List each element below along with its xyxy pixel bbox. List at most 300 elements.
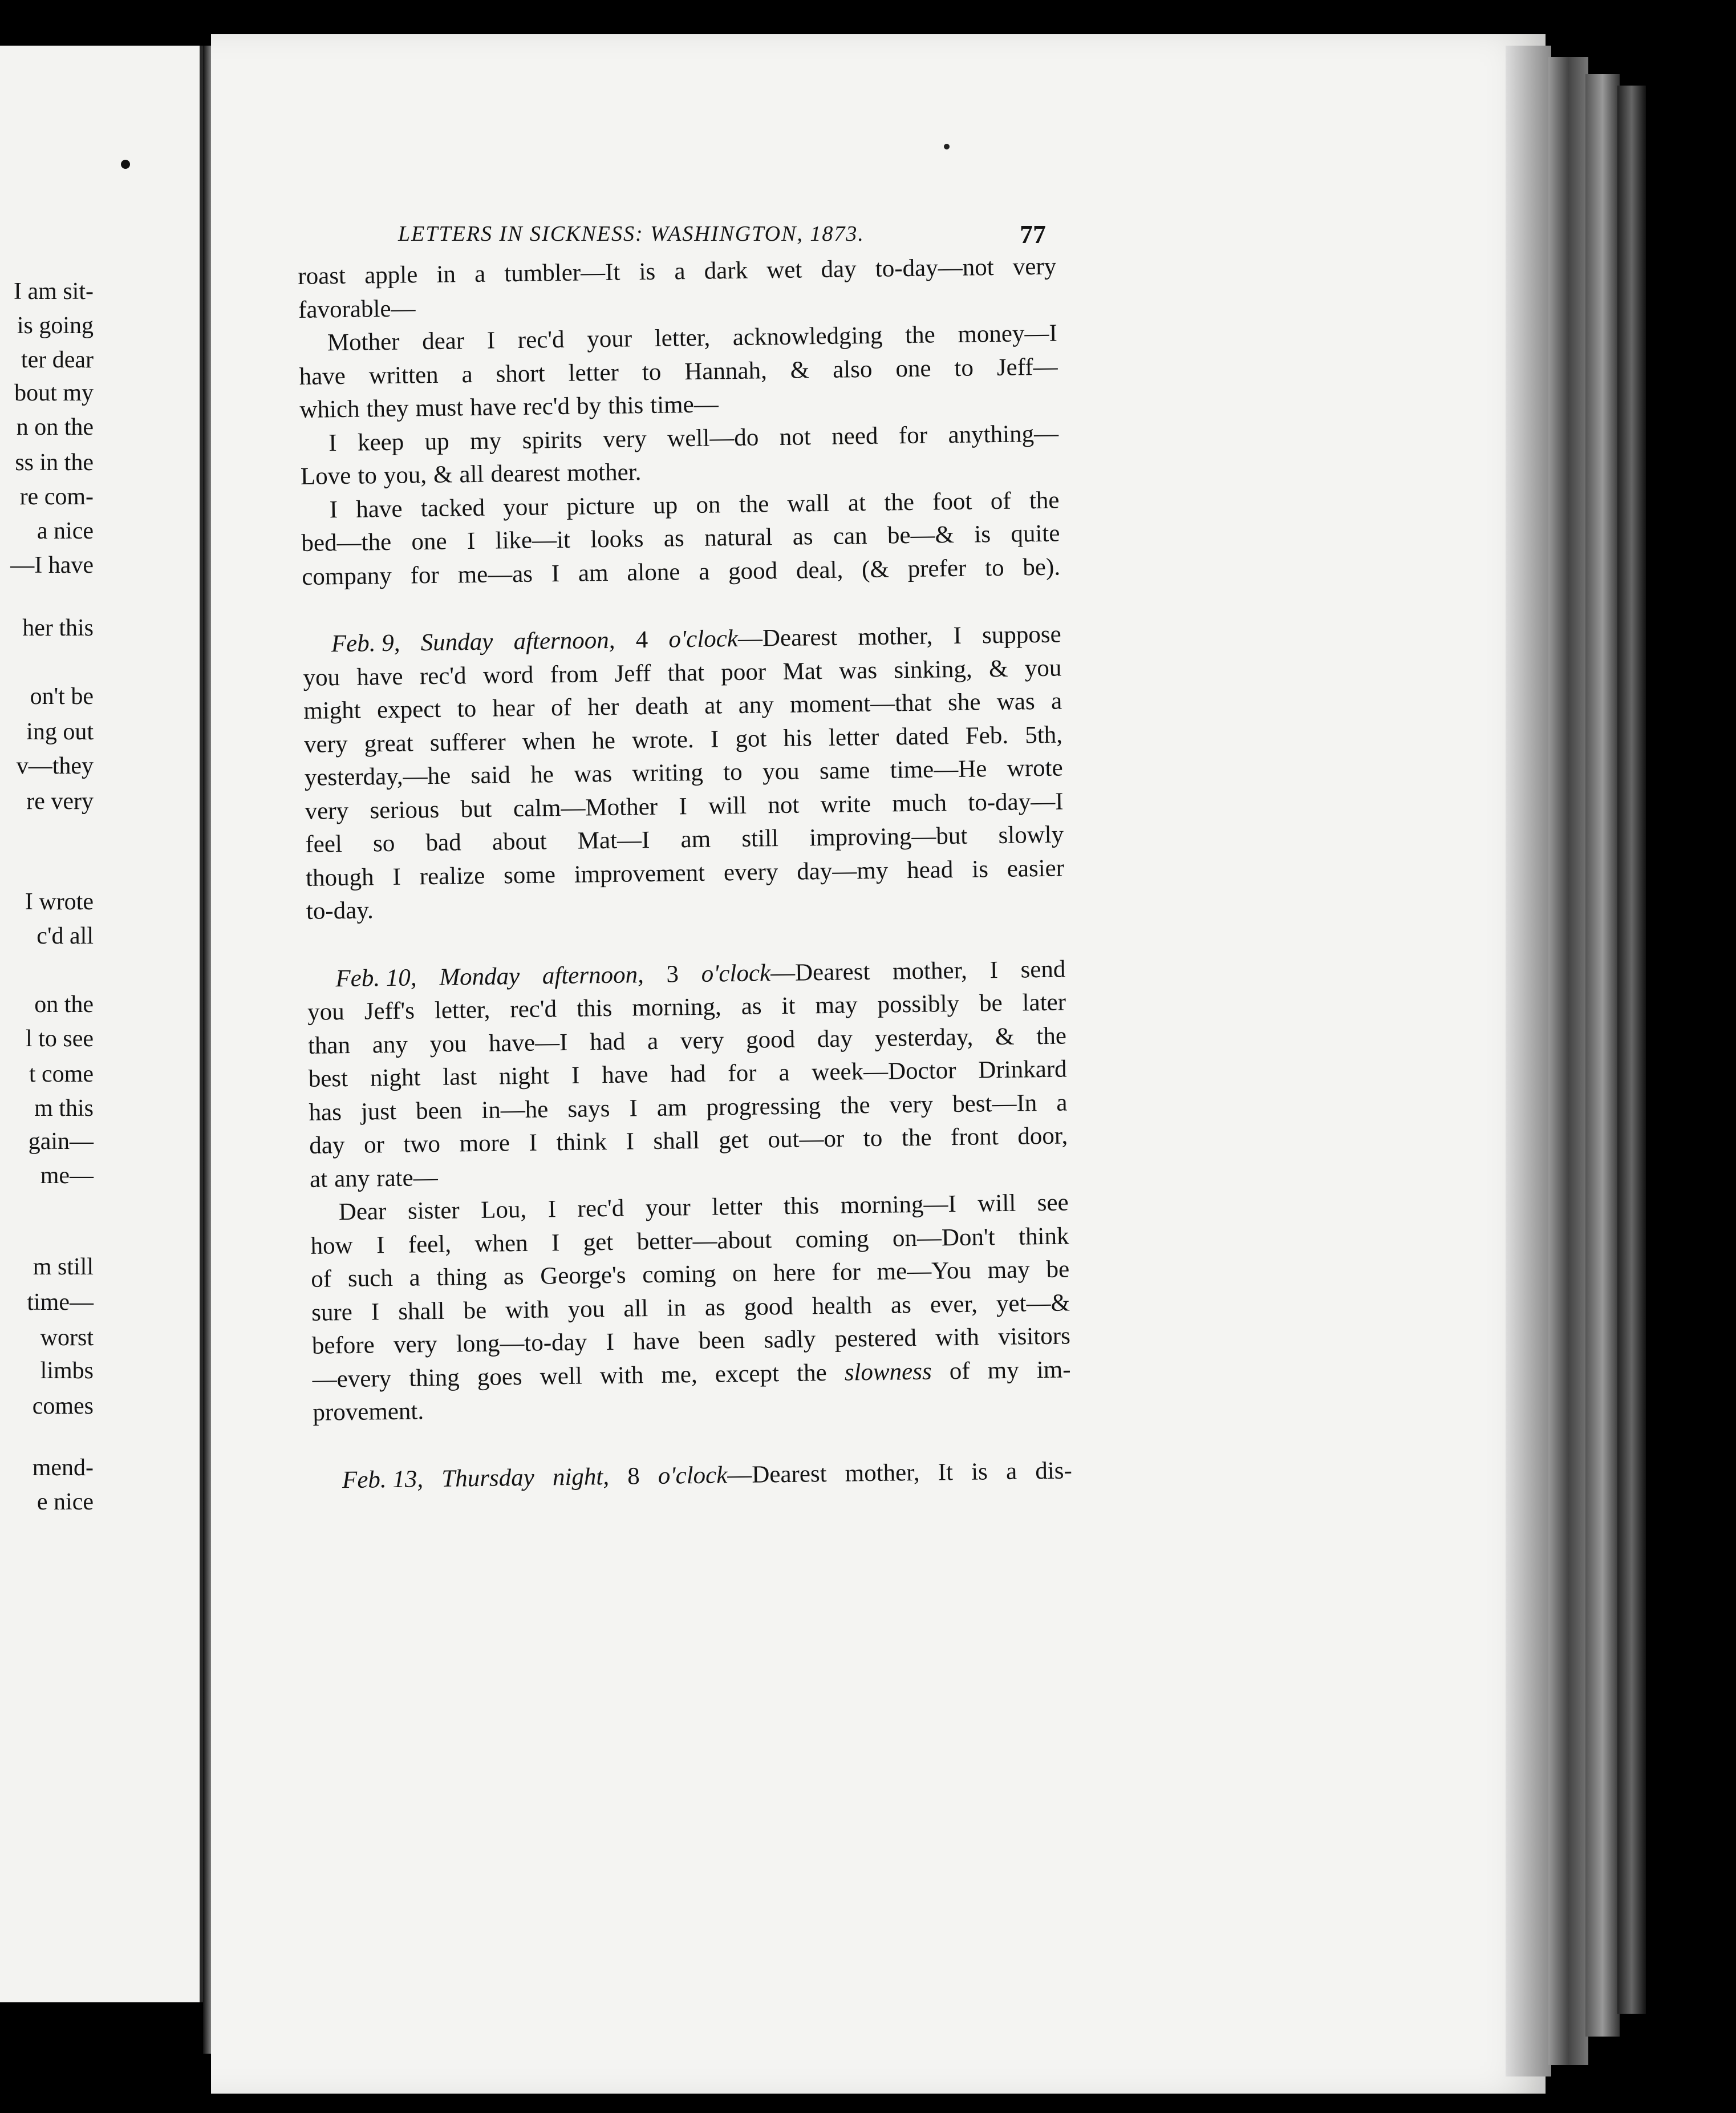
word: I [392, 863, 401, 890]
word: poor [721, 658, 766, 686]
word: the [739, 490, 769, 518]
word: about [492, 828, 547, 856]
word: natural [704, 524, 773, 552]
word: have—I [488, 1029, 568, 1057]
word: roast [298, 262, 346, 290]
word: be [1046, 1256, 1070, 1283]
word: as [890, 1291, 912, 1319]
word: as [503, 1262, 524, 1290]
word: calm—Mother [513, 793, 658, 822]
word: be—& [887, 521, 955, 549]
word: of [990, 487, 1011, 515]
word: company [301, 562, 392, 590]
word: will [708, 792, 747, 820]
word: mother. [566, 459, 642, 487]
word: bad [425, 829, 461, 857]
word: wrote [1007, 754, 1063, 782]
word: prefer [907, 554, 967, 582]
word: letter [711, 1193, 762, 1221]
left-page-fragment: a nice [36, 518, 94, 544]
entry-time-word: afternoon, [542, 961, 644, 989]
word: better—about [636, 1226, 772, 1255]
entry-date: Feb. 13, [342, 1465, 424, 1493]
word: have [633, 1327, 680, 1355]
word: in [436, 261, 456, 288]
word: & [988, 655, 1008, 682]
word: rec'd [577, 1195, 624, 1223]
word: to [954, 354, 974, 382]
word: that [667, 659, 705, 687]
scan-speck [944, 144, 950, 149]
word: Dear [338, 1198, 387, 1226]
word: George's [540, 1261, 626, 1290]
word: also [832, 355, 873, 383]
word: is [971, 855, 989, 883]
word: sadly [764, 1326, 816, 1354]
word: be). [1023, 553, 1061, 581]
word: thing [436, 1263, 488, 1291]
word: & [790, 356, 810, 384]
left-page-fragment: comes [32, 1393, 94, 1419]
word: day [309, 1132, 345, 1159]
word: write [820, 790, 871, 818]
word: am [578, 559, 609, 587]
word: had [589, 1028, 626, 1055]
word: is [639, 258, 656, 286]
word: with [599, 1361, 644, 1389]
page-edge [1617, 86, 1646, 2014]
word: am [680, 825, 711, 853]
word: you, [383, 462, 427, 489]
left-page-fragment: bout my [14, 380, 94, 406]
word: from [550, 660, 598, 688]
word: my [469, 427, 502, 455]
word: week—Doctor [812, 1057, 956, 1086]
word: be [979, 989, 1003, 1017]
word: very [603, 425, 647, 453]
word: need [831, 422, 878, 450]
word: I [551, 1229, 560, 1256]
left-page-fragment: l to see [26, 1026, 94, 1052]
word: can [833, 522, 867, 550]
word: letter [828, 723, 879, 751]
word: mother, [858, 622, 933, 651]
word: with [505, 1296, 549, 1323]
word: best—In [952, 1089, 1037, 1118]
word: I [371, 1298, 380, 1325]
word: dark [704, 257, 748, 285]
word: easier [1007, 855, 1065, 883]
entry-time-word: night, [552, 1463, 610, 1491]
word: up [424, 428, 450, 455]
word: good [745, 1026, 796, 1054]
word: all [623, 1294, 648, 1322]
word: best [308, 1064, 348, 1092]
word: progressing [706, 1092, 821, 1121]
word: the [1036, 1022, 1067, 1050]
word: time— [650, 391, 719, 419]
word: must [415, 394, 464, 422]
word: a [698, 558, 710, 585]
word: than [307, 1031, 351, 1059]
word: rec'd [523, 392, 570, 420]
word: Lou, [480, 1196, 527, 1224]
word: the [901, 1124, 932, 1152]
word: I [679, 792, 688, 820]
word: much [892, 789, 947, 817]
word: shall [398, 1297, 445, 1325]
word: on [696, 491, 721, 519]
word: before [311, 1331, 375, 1359]
word: apple [364, 261, 418, 289]
word: hear [492, 694, 535, 722]
left-page-fragment: e nice [36, 1489, 94, 1515]
word: goes [477, 1363, 522, 1391]
word: Jeff— [996, 353, 1058, 381]
word: a [409, 1264, 421, 1292]
word: a [674, 258, 686, 285]
word: day—my [796, 857, 889, 885]
word: deal, [796, 556, 843, 584]
word: you [307, 998, 345, 1026]
left-page-fragment: ing out [26, 719, 94, 745]
left-page-fragment: m still [33, 1254, 94, 1280]
emphasis: slowness [844, 1358, 932, 1386]
word: expect [376, 695, 441, 724]
word: Feb. [965, 722, 1009, 750]
word: & [433, 461, 453, 488]
word: every [723, 858, 778, 886]
word: night [498, 1062, 550, 1090]
word: well [540, 1362, 583, 1390]
word: letter, [654, 324, 711, 352]
word: am [656, 1094, 687, 1122]
word: send [1020, 955, 1066, 983]
word: me—You [877, 1257, 972, 1285]
word: death [635, 693, 689, 720]
word: good [744, 1293, 794, 1321]
word: wet [766, 256, 802, 284]
word: I [529, 1129, 538, 1156]
word: & [995, 1023, 1015, 1050]
entry-time-word: Thursday [441, 1464, 535, 1492]
entry-date: Feb. 9, [331, 629, 400, 658]
word: good [728, 557, 778, 585]
word: very [305, 797, 349, 825]
left-page-fragment: time— [27, 1289, 94, 1315]
word: suppose [981, 621, 1061, 649]
word: dis- [1035, 1456, 1073, 1484]
word: as [792, 523, 813, 550]
word: at [309, 1165, 328, 1193]
page-number: 77 [1020, 220, 1046, 249]
word: may [987, 1256, 1031, 1284]
word: realize [419, 862, 485, 890]
word: this [607, 392, 644, 419]
entry-oclock: o'clock [701, 959, 771, 987]
word: see [1037, 1189, 1069, 1217]
word: been [415, 1096, 463, 1124]
word: great [364, 729, 413, 758]
word: any [334, 1164, 370, 1192]
word: got [735, 724, 767, 752]
left-page-fragment: I wrote [25, 889, 94, 915]
word: anything— [948, 420, 1059, 448]
word: to [984, 554, 1004, 581]
entry-hour: 4 [635, 626, 648, 654]
word: you [303, 663, 340, 691]
word: I [710, 725, 719, 753]
word: when [474, 1229, 528, 1257]
word: same [819, 756, 870, 785]
left-page-fragment: ss in the [15, 450, 94, 476]
word: think [1018, 1222, 1069, 1250]
word: Jeff [614, 659, 651, 687]
word: Mother [327, 328, 400, 357]
word: written [368, 361, 439, 389]
word: a [647, 1027, 659, 1055]
word: the [904, 321, 936, 349]
word: Mat—I [577, 827, 650, 855]
word: just [360, 1098, 397, 1126]
word: Drinkard [978, 1055, 1067, 1084]
word: to [642, 358, 662, 386]
word: very [1012, 253, 1057, 281]
word: feel [305, 831, 343, 858]
word: mother, [892, 957, 968, 985]
word: with [935, 1323, 980, 1351]
word: one [895, 354, 931, 382]
entry-oclock-group: o'clock—Dearest [668, 624, 838, 653]
word: your [586, 325, 632, 353]
left-page-fragment: m this [34, 1095, 94, 1122]
word: have [356, 495, 403, 523]
word: quite [1011, 520, 1060, 548]
word: your [503, 493, 549, 521]
word: at [704, 692, 723, 719]
word: last [442, 1063, 477, 1091]
word: thing [408, 1363, 460, 1392]
word: looks [590, 525, 644, 553]
word: you [429, 1030, 467, 1058]
word: (& [861, 555, 890, 583]
word: to-day—I [968, 788, 1064, 816]
word: by [576, 392, 602, 420]
word: all [459, 460, 484, 488]
word: rec'd [517, 326, 565, 354]
left-page-fragment: n on the [16, 414, 94, 440]
word: such [347, 1264, 394, 1292]
word: very [889, 1091, 934, 1119]
word: had [670, 1060, 706, 1088]
word: any [738, 691, 774, 719]
word: not [768, 791, 800, 819]
left-page-fragment: limbs [40, 1358, 94, 1384]
word: Jeff's [364, 997, 415, 1025]
word: me—as [457, 560, 533, 588]
word: his [783, 724, 813, 752]
word: foot [932, 488, 972, 515]
word: It [938, 1458, 954, 1485]
word: later [1022, 989, 1066, 1017]
word: well—do [667, 423, 759, 452]
word: I [376, 1231, 385, 1258]
word: of [550, 694, 572, 722]
word: may [815, 991, 858, 1019]
left-page-fragment: mend- [32, 1455, 94, 1481]
word: 5th, [1024, 721, 1063, 748]
word: yesterday, [874, 1023, 974, 1052]
word: alone [626, 558, 680, 586]
entry-oclock: o'clock [658, 1461, 728, 1489]
left-page-fragment: t come [29, 1061, 94, 1087]
word: still [741, 825, 779, 852]
word: out—or [768, 1125, 845, 1153]
word: is [971, 1458, 988, 1485]
entry-hour: 8 [627, 1462, 640, 1490]
left-page-fragment: re com- [19, 484, 94, 510]
word: this [783, 1192, 820, 1220]
word: though [305, 863, 374, 892]
word: yet—& [996, 1289, 1070, 1317]
word: —every [312, 1365, 392, 1393]
word: have [299, 362, 346, 390]
word: sinking, [894, 655, 973, 683]
word: slowly [998, 821, 1064, 849]
word: a [778, 1059, 790, 1087]
word: says [567, 1095, 610, 1123]
entry-oclock-group: o'clock—Dearest [658, 1460, 827, 1489]
word: think [556, 1128, 607, 1156]
word: health [812, 1292, 873, 1319]
word: in—he [481, 1095, 549, 1124]
word: have [469, 394, 517, 422]
word: but [460, 795, 492, 823]
word: very [303, 730, 348, 758]
word: coming [642, 1260, 716, 1289]
word: letter [568, 359, 619, 387]
word: which [299, 395, 360, 423]
word: dated [895, 722, 949, 750]
left-page-fragment: ter dear [21, 347, 94, 373]
word: acknowledging [732, 322, 883, 351]
body-text [298, 250, 1072, 1497]
word: been [698, 1326, 745, 1354]
word: it [781, 992, 796, 1020]
word: the [1029, 487, 1060, 514]
word: the [796, 1359, 827, 1387]
left-page-fragment: is going [17, 313, 94, 339]
word: morning, [631, 993, 722, 1022]
word: you [567, 1295, 605, 1323]
word: to [358, 462, 378, 489]
word: so [372, 829, 395, 857]
word: I [626, 1128, 635, 1155]
word: at [847, 489, 866, 516]
word: day [821, 256, 857, 283]
word: favorable— [298, 294, 416, 323]
word: morning—I [840, 1191, 957, 1219]
word: bed—the [301, 528, 392, 557]
word: me, [661, 1361, 698, 1389]
word: to [863, 1124, 883, 1152]
word: on [732, 1260, 757, 1288]
word: Love [300, 462, 351, 490]
entry-time-word: Monday [439, 962, 520, 991]
word: I [953, 622, 962, 650]
entry-time-word: Sunday [420, 628, 493, 657]
word: of [949, 1357, 970, 1385]
word: as [741, 993, 762, 1020]
word: or [363, 1131, 385, 1159]
word: to-day. [306, 897, 374, 925]
word: will [977, 1189, 1016, 1217]
word: when [522, 727, 576, 755]
word: day [817, 1025, 853, 1053]
word: might [303, 697, 361, 724]
word: pestered [834, 1324, 917, 1353]
word: of [311, 1265, 332, 1293]
word: for [898, 422, 928, 449]
word: improving—but [809, 822, 968, 852]
word: sufferer [429, 728, 506, 756]
word: you [1024, 654, 1062, 682]
word: word [482, 661, 534, 689]
word: I [328, 429, 337, 456]
word: be [463, 1297, 487, 1324]
word: spirits [522, 426, 583, 454]
word: was [838, 657, 878, 685]
word: keep [357, 428, 404, 456]
word: letter, [434, 996, 490, 1024]
entry-oclock-group: o'clock—Dearest [701, 958, 870, 987]
word: money—I [958, 319, 1058, 348]
word: like—it [495, 526, 571, 554]
word: I [989, 956, 999, 983]
page-edge [1506, 46, 1551, 2076]
word: the [839, 1091, 870, 1119]
word: visitors [997, 1322, 1071, 1351]
word: to [457, 695, 477, 723]
word: have [356, 663, 403, 691]
word: one [411, 528, 447, 556]
word: for [728, 1059, 757, 1087]
word: wall [787, 489, 830, 517]
word: two [403, 1130, 441, 1158]
word: for [410, 561, 440, 589]
word: to-day—not [875, 254, 994, 282]
word: get [583, 1228, 614, 1256]
word: I [467, 527, 476, 555]
word: rec'd [419, 662, 467, 690]
word: wrote. [631, 726, 695, 754]
entry-oclock: o'clock [668, 625, 739, 653]
word: she [947, 689, 981, 717]
word: up [652, 491, 678, 519]
word: your [645, 1194, 691, 1222]
word: was [573, 760, 613, 788]
word: my [987, 1357, 1019, 1384]
word: sister [407, 1197, 460, 1225]
word: yesterday,—he [304, 762, 451, 791]
word: head [906, 856, 954, 884]
word: you [762, 758, 800, 786]
word: I [551, 560, 560, 587]
word: time—He [890, 755, 987, 784]
word: the [884, 488, 915, 516]
word: moment—that [789, 689, 932, 718]
word: long—to-day [456, 1329, 587, 1358]
